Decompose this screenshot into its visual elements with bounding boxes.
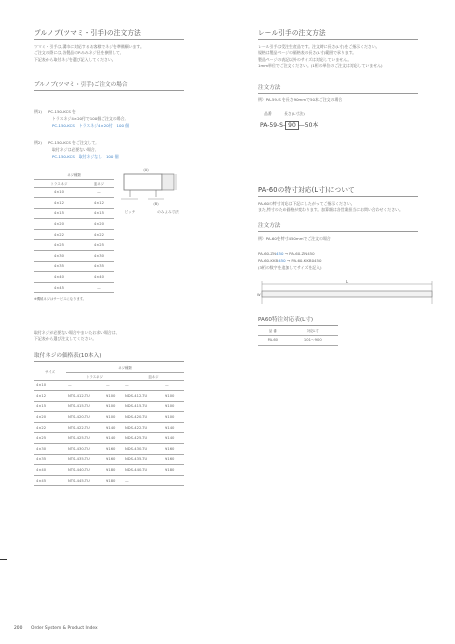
mid-text: 取付ネジが必要ない場合やまいたお求い場合は, 下記表から選び注文してください。 bbox=[34, 330, 117, 342]
table-row: 4×20 NTS-420-TU ¥100 NDS-420-TU ¥100 bbox=[34, 412, 184, 423]
pa60-example: 例）PA-60を特寸450mmでご注文の場合 bbox=[258, 236, 331, 241]
table-row: 4×40 4×40 bbox=[34, 272, 114, 283]
pitch-label: ピッチ bbox=[124, 210, 136, 214]
example1-line2: トラスネジ4×20付で100個ご注文の場合, bbox=[52, 116, 126, 121]
table-row: 4×12 4×12 bbox=[34, 198, 114, 209]
pa60-line1: PA-60-ZN450 → PA-60-ZN450 bbox=[258, 251, 315, 256]
flat-header: 皿ネジ bbox=[84, 179, 114, 187]
price-truss-header: トラスネジ bbox=[66, 372, 123, 380]
footer-label: Order System & Product Index bbox=[31, 626, 98, 631]
rail-example: 例）PA-59-S を長さ90mmで50本ご注文の場合 bbox=[258, 97, 343, 102]
knob-body bbox=[124, 174, 162, 190]
example1-line1: PC-150-KCS を bbox=[48, 109, 76, 114]
range-title-rule bbox=[258, 325, 338, 326]
table-row: 4×40 NTS-440-TU ¥180 NDS-440-TU ¥180 bbox=[34, 465, 184, 476]
example2-line2: 取付ネジは必要ない場合, bbox=[52, 147, 97, 152]
rail-title: レール引手の注文方法 bbox=[258, 29, 326, 37]
dim-a-label: (A) bbox=[143, 168, 149, 172]
table-row: 4×20 4×20 bbox=[34, 219, 114, 230]
depth-label: のみよみ寸法 bbox=[157, 210, 179, 214]
table-row: 4×25 4×25 bbox=[34, 240, 114, 251]
pull-knob-intro: ツマミ・引手は,溝巾に対応するお客様でネジを準備願います。 ご注文の際には,各製品のP.みみネジ径を参照して, 下記表から取付ネジを選び記入してください。 bbox=[34, 44, 144, 62]
table-row: 4×15 4×15 bbox=[34, 208, 114, 219]
truss-header: トラスネジ bbox=[34, 179, 84, 187]
mounting-diagram bbox=[118, 165, 190, 217]
range-col2: 対応L寸 bbox=[288, 327, 338, 335]
table-row: 4×30 NTS-430-TU ¥160 NDS-430-TU ¥160 bbox=[34, 444, 184, 455]
example2-line1: PC-150-KCS をご注文して, bbox=[48, 140, 97, 145]
pa60-order-method: 注文方法 bbox=[258, 223, 281, 229]
size-header: サイズ bbox=[34, 364, 66, 380]
pa60-order-rule bbox=[258, 231, 418, 232]
table-row: 4×10 — — — — bbox=[34, 380, 184, 391]
product-number-label: 品番 bbox=[264, 111, 272, 116]
table-row: 4×45 NTS-445-TU ¥180 — bbox=[34, 475, 184, 486]
screw-price-table bbox=[34, 364, 184, 486]
dim-w-label: W bbox=[257, 293, 261, 297]
screw-note: ※機械ネジはサービスになります。 bbox=[34, 297, 86, 301]
rail-title-rule bbox=[258, 39, 418, 40]
pull-knob-title: プルノブ(ツマミ・引手)の注文方法 bbox=[34, 29, 141, 37]
pa60-title-rule bbox=[258, 196, 418, 197]
table-row: 4×22 NTS-422-TU ¥140 NDS-422-TU ¥140 bbox=[34, 422, 184, 433]
table-row: 4×45 — bbox=[34, 282, 114, 293]
pa60-line3: (3桁の数字を追加してサイズを記入) bbox=[258, 265, 322, 270]
rail-dimension-diagram bbox=[256, 280, 436, 306]
example2-label: 例2) bbox=[34, 140, 42, 145]
edge-marker bbox=[0, 559, 7, 560]
pa60-line2: PA-60-KKB450 → PA-60-KKB0450 bbox=[258, 258, 322, 263]
price-flat-header: 皿ネジ bbox=[123, 372, 184, 380]
page-number: 200 bbox=[14, 626, 23, 631]
screw-group-header: ネジ種類 bbox=[34, 171, 114, 179]
price-title-rule bbox=[34, 361, 184, 362]
order-code-suffix: —50本 bbox=[298, 122, 319, 129]
order-code-prefix: PA-59-S- bbox=[260, 122, 286, 129]
pull-knob-subtitle: プルノブ(ツマミ・引手)ご注文の場合 bbox=[34, 82, 128, 88]
table-row: 4×35 NTS-435-TU ¥160 NDS-435-TU ¥160 bbox=[34, 454, 184, 465]
order-method-rule bbox=[258, 93, 418, 94]
table-row: 4×22 4×22 bbox=[34, 229, 114, 240]
door-panel bbox=[162, 174, 174, 190]
dim-l-label: L bbox=[345, 280, 349, 284]
table-row: 4×30 4×30 bbox=[34, 251, 114, 262]
rail-order-method: 注文方法 bbox=[258, 85, 281, 91]
table-row: PA-60 101〜900 bbox=[258, 335, 338, 346]
table-row: 4×12 NTS-412-TU ¥100 NDS-412-TU ¥100 bbox=[34, 391, 184, 402]
title-rule bbox=[34, 39, 184, 40]
example2-code: PC-150-KCS 取付ネジなし 100 個 bbox=[52, 154, 119, 159]
order-code-length: 90 bbox=[285, 121, 299, 130]
rail-text: レール引手は受注生産品です。注文時に長さ(L寸)をご指示ください。 規格は製品ページの価格表の長さ(L寸)範囲で承ります。 製品ページの表記以外のサイズは対応していません。 1mm単位でご注文ください。(1桁の単位のご注文は対応していません) bbox=[258, 44, 383, 69]
example1-label: 例1) bbox=[34, 109, 42, 114]
rail-bar bbox=[262, 291, 432, 297]
example1-code: PC-150-KCS トラスネジ4×20付 100 個 bbox=[52, 123, 130, 128]
range-col1: 品 番 bbox=[258, 327, 288, 335]
dim-b-label: (B) bbox=[153, 202, 159, 206]
price-table-title: 取付ネジの価格表(10本入) bbox=[34, 353, 102, 359]
price-group-header: ネジ種類 bbox=[66, 364, 184, 372]
table-row: 4×35 4×35 bbox=[34, 261, 114, 272]
pa60-range-title: PA60特注対応表(L寸) bbox=[258, 317, 314, 323]
table-row: 4×25 NTS-425-TU ¥140 NDS-425-TU ¥140 bbox=[34, 433, 184, 444]
pa60-text: PA-60の特寸対応は下記にしたがってご指示ください。 また,特寸のため価格が変わります。加算額は各営業担当にお問い合わせください。 bbox=[258, 201, 403, 213]
table-row: 4×10 — bbox=[34, 187, 114, 198]
subtitle-rule bbox=[34, 90, 184, 91]
table-row: 4×15 NTS-415-TU ¥100 NDS-415-TU ¥100 bbox=[34, 401, 184, 412]
pa60-range-table bbox=[258, 327, 338, 346]
pa60-title: PA-60の特寸対応(L寸)について bbox=[258, 186, 355, 194]
order-code bbox=[260, 120, 318, 129]
screw-type-table bbox=[34, 171, 114, 293]
length-label: 長さ(L寸法) bbox=[284, 111, 305, 116]
